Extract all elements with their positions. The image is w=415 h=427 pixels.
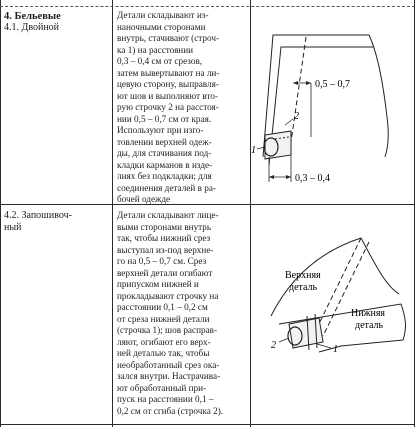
leader-line [285, 119, 293, 125]
row-description-double-seam [117, 10, 243, 206]
row-title-line: ный [4, 222, 22, 233]
desc-line: го на 0,5 – 0,7 см. Срез [117, 256, 207, 266]
desc-line: ка 1) на расстоянии [117, 44, 194, 55]
desc-line: так, чтобы нижний срез [117, 233, 211, 243]
label-upper-part: Верхняя [285, 270, 321, 281]
desc-line: затем вывертывают на ли- [117, 67, 220, 78]
desc-line: прокладывают строчку на [117, 290, 219, 301]
desc-line: нии 0,5 – 0,7 см от края. [117, 113, 212, 124]
column-divider-1 [112, 0, 113, 427]
leader-line [317, 344, 331, 348]
section-title: 4. Бельевые [4, 11, 61, 22]
desc-line: ды, для стачивания под- [117, 148, 212, 158]
seam-fold [289, 318, 323, 348]
stitch-line-2 [291, 37, 306, 142]
desc-line: выми сторонами внутрь [117, 221, 212, 232]
felled-seam-figure [251, 206, 413, 422]
table-border-left [0, 0, 1, 427]
desc-line: цевую сторону, выправля- [117, 79, 219, 89]
row-title-double-seam: 4.1. Двойной [4, 22, 60, 33]
desc-line: 0,2 см от сгиба (строчка 2). [117, 405, 224, 416]
desc-line: лиях без подкладки; для [117, 171, 212, 181]
desc-line: от среза нижней детали [117, 313, 210, 324]
desc-line: припуском нижней и [117, 279, 199, 289]
stitch-line [313, 238, 361, 336]
desc-line: ляют, огибают его верх- [117, 336, 211, 347]
stitch-label-2: 2 [271, 340, 276, 351]
stitch-label-2: 2 [294, 111, 299, 122]
row-title-line: 4.2. Запошивоч- [4, 210, 72, 221]
dimension-label-lower: 0,3 – 0,4 [295, 173, 330, 184]
table-bottom [0, 424, 415, 425]
desc-line: выступал из-под верхне- [117, 244, 214, 255]
desc-line: Детали складывают из- [117, 10, 209, 20]
desc-line: верхней детали огибают [117, 267, 213, 278]
desc-line: необработанный срез ока- [117, 359, 220, 370]
desc-line: зался внутри. Настрачива- [117, 371, 221, 381]
desc-line: (строчка 1); шов расправ- [117, 325, 218, 335]
desc-line: наночными сторонами [117, 21, 206, 32]
stitch-label-1: 1 [333, 344, 338, 355]
desc-line: ней деталью так, чтобы [117, 348, 210, 358]
leader-line [279, 338, 289, 342]
row-description-felled-seam [117, 210, 243, 417]
dimension-label-upper: 0,5 – 0,7 [315, 79, 350, 90]
desc-line: ют обработанный при- [117, 382, 207, 393]
label-lower-part-2: деталь [355, 320, 384, 331]
row-title-felled-seam [4, 210, 104, 234]
desc-line: бочей одежде [117, 194, 171, 204]
desc-line: внутрь, стачивают (строч- [117, 33, 220, 43]
desc-line: кладки карманов в изде- [117, 159, 213, 170]
label-lower-part: Нижняя [351, 308, 386, 319]
double-seam-figure [251, 7, 413, 203]
desc-line: соединения деталей в ра- [117, 182, 216, 193]
stitch-label-1: 1 [251, 145, 256, 156]
desc-line: ют шов и выполняют вто- [117, 90, 218, 101]
desc-line: Детали складывают лице- [117, 210, 219, 220]
desc-line: 0,3 – 0,4 см от срезов, [117, 56, 203, 66]
desc-line: расстоянии 0,1 – 0,2 см [117, 302, 208, 312]
desc-line: товлении верхней одеж- [117, 136, 212, 147]
desc-line: Используют при изго- [117, 125, 204, 135]
desc-line: рую строчку 2 на расстоя- [117, 102, 219, 112]
label-upper-part-2: деталь [289, 282, 318, 293]
desc-line: пуск на расстоянии 0,1 – [117, 394, 214, 404]
